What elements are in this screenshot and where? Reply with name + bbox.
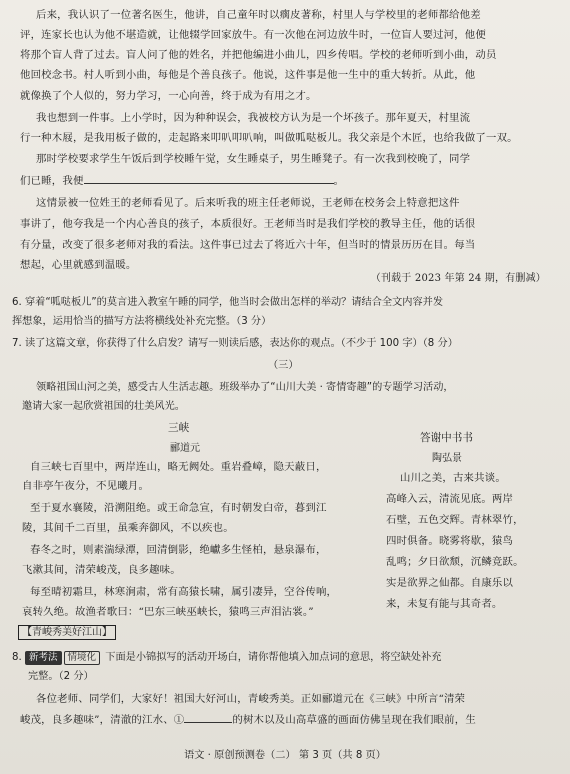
poem1-author: 郦道元 [170,443,200,454]
poem1-line: 每至晴初霜旦，林寒涧肃，常有高猿长啸，属引凄异，空谷传响， [30,586,338,598]
activity-intro-line2: 邀请大家一起欣赏祖国的壮美风光。 [22,401,185,412]
answer-blank-1[interactable] [184,712,232,723]
poem2-line: 实是欲界之仙都。自康乐以 [386,577,514,589]
question-8-text: 下面是小锦拟写的活动开场白，请你帮他填入加点词的意思，将空缺处补充 [105,652,442,663]
activity-intro-line1: 领略祖国山河之美，感受古人生活志趣。班级举办了“山川大美 · 寄情寄趣”的专题学习活动， [36,382,454,393]
speech-text: 的树木以及山高草盛的画面仿佛呈现在我们眼前，生 [232,714,476,726]
story-line: 我也想到一件事。上小学时，因为种种误会，我被校方认为是一个坏孩子。那年夏天，村里流 [36,112,471,124]
question-number: 8. [12,652,22,663]
speech-text: 峻茂，良多趣味”，清澈的江水、① [20,714,185,726]
story-line: 那时学校要求学生午饭后到学校睡午觉，女生睡桌子，男生睡凳子。有一次我到校晚了，同学 [36,153,471,165]
poem2-line: 四时俱备。晓雾将歇，猿鸟 [386,535,514,547]
story-line: 这情景被一位姓王的老师看见了。后来听我的班主任老师说，王老师在校务会上特意把这件 [36,197,460,209]
story-line: 想起，心里就感到温暖。 [20,259,137,271]
story-line: 他回校念书。村人听到小曲，每他是个善良孩子。他说，这件事是他一生中的重大转折。从此，他 [20,69,476,81]
page-footer: 语文 · 原创预测卷（二） 第 3 页（共 8 页） [184,750,386,761]
poem2-line: 来，未复有能与其奇者。 [386,598,503,610]
source-note: （刊载于 2023 年第 24 期，有删减） [370,273,546,284]
context-badge: 情境化 [64,651,101,665]
poem1-line: 飞漱其间，清荣峻茂，良多趣味。 [22,564,181,576]
story-line: 将那个盲人背了过去。盲人问了他的姓名，并把他编进小曲儿，四乡传唱。学校的老师听到小曲，动员 [20,49,497,61]
poem2-line: 高峰入云，清流见底。两岸 [386,493,514,505]
new-method-badge: 新考法 [25,651,62,665]
question-8-line1 [12,650,441,665]
speech-line-with-blank [20,712,476,728]
poem1-title: 三峡 [168,422,190,434]
poem1-line: 春冬之时，则素湍绿潭，回清倒影，绝巘多生怪柏，悬泉瀑布， [30,544,327,556]
question-7: 7. 读了这篇文章，你获得了什么启发？请写一则读后感，表达你的观点。（不少于 100 字）（8 分） [12,338,458,349]
story-line: 后来，我认识了一位著名医生，他讲，自己童年时以瘸皮著称，村里人与学校里的老师都给他差 [36,9,481,21]
poem1-line: 陵，其间千二百里，虽乘奔御风，不以疾也。 [22,522,234,534]
poem1-line: 哀转久绝。故渔者歌曰：“巴东三峡巫峡长，猿鸣三声泪沾裳。” [22,606,314,618]
story-text: 们已睡，我便 [20,175,84,187]
section-tag: 【青峻秀美好江山】 [18,625,116,640]
story-line: 评，连家长也认为他不堪造就，让他辍学回家放牛。有一次他在河边放牛时，一位盲人要过河，他便 [20,29,486,41]
poem2-line: 山川之美，古来共谈。 [400,472,506,484]
question-6-line1: 6. 穿着“呱哒板儿”的莫言进入教室午睡的同学，他当时会做出怎样的举动？请结合全文内容并发 [12,297,444,308]
story-line: 行一种木屐，是我用板子做的，走起路来叩叭叩叭响，叫做呱哒板儿。我父亲是个木匠，也给我做了一双。 [20,132,518,144]
poem1-line: 至于夏水襄陵，沿溯阻绝。或王命急宣，有时朝发白帝，暮到江 [30,502,327,514]
poem2-line: 乱鸣；夕日欲颓，沉鳞竞跃。 [386,556,524,568]
story-line: 事讲了，他夸我是一个内心善良的孩子，本质很好。王老师当时是我们学校的教导主任，他的话很 [20,218,476,230]
poem2-line: 石壁，五色交辉。青林翠竹， [386,514,524,526]
story-line: 有分量，改变了很多老师对我的看法。这件事已过去了将近六十年，但当时的情景历历在目。每当 [20,239,476,251]
section-number: （三） [268,360,299,371]
answer-blank[interactable] [84,173,334,184]
story-line-with-blank: 们已睡，我便 。 [20,175,345,187]
question-8-line2: 完整。（2 分） [28,671,94,682]
poem2-author: 陶弘景 [432,453,462,464]
speech-line: 各位老师、同学们，大家好！祖国大好河山，青峻秀美。正如郦道元在《三峡》中所言“清荣 [36,693,466,705]
poem1-line: 自非亭午夜分，不见曦月。 [22,480,150,492]
poem2-title: 答谢中书书 [420,432,473,444]
question-6-line2: 挥想象，运用恰当的描写方法将横线处补充完整。（3 分） [12,316,272,327]
poem1-line: 自三峡七百里中，两岸连山，略无阙处。重岩叠嶂，隐天蔽日， [30,461,327,473]
story-line: 就像换了个人似的，努力学习，一心向善，终于成为有用之才。 [20,90,317,102]
